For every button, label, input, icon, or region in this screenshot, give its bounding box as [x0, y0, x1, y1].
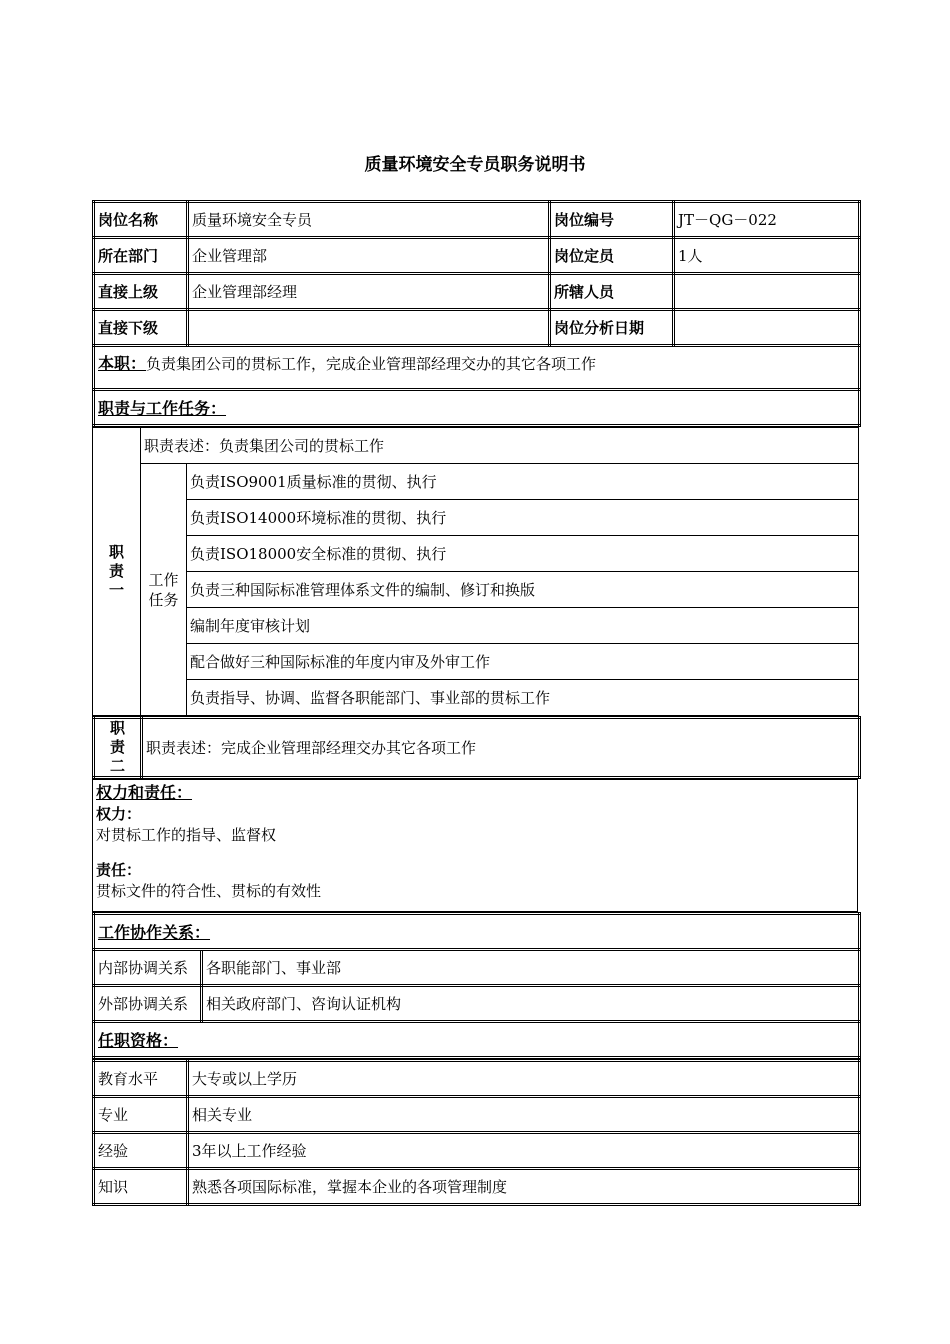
- authority-header: 权力和责任：: [96, 783, 193, 802]
- mission-label: 本职：: [98, 354, 147, 373]
- qualification-value: 大专或以上学历: [188, 1061, 860, 1097]
- task-item: 编制年度审核计划: [187, 608, 859, 644]
- job-description-form: [92, 200, 858, 1206]
- task-item: 配合做好三种国际标准的年度内审及外审工作: [187, 644, 859, 680]
- internal-label: 内部协调关系: [94, 950, 202, 986]
- post-name-value: 质量环境安全专员: [188, 202, 550, 238]
- resp-label: 责任：: [96, 861, 142, 879]
- subordinate-staff-label: 所辖人员: [550, 274, 674, 310]
- dept-label: 所在部门: [94, 238, 188, 274]
- duty-two-label: [94, 718, 142, 778]
- staff-label: 岗位定员: [550, 238, 674, 274]
- dept-value: 企业管理部: [188, 238, 550, 274]
- task-item: 负责ISO18000安全标准的贯彻、执行: [187, 536, 859, 572]
- relations-header: 工作协作关系：: [98, 923, 211, 942]
- duty-one-label: [93, 428, 141, 716]
- post-name-label: 岗位名称: [94, 202, 188, 238]
- duty-two-label-text: 职责二: [110, 719, 126, 775]
- mission-cell: [94, 346, 860, 390]
- subordinate-label: 直接下级: [94, 310, 188, 346]
- subordinate-staff-value: [674, 274, 860, 310]
- duties-header-cell: [94, 390, 860, 426]
- task-item: 负责ISO14000环境标准的贯彻、执行: [187, 500, 859, 536]
- qualification-label: 专业: [94, 1097, 188, 1133]
- task-item: 负责三种国际标准管理体系文件的编制、修订和换版: [187, 572, 859, 608]
- qualifications-header: 任职资格：: [98, 1031, 179, 1050]
- subordinate-value: [188, 310, 550, 346]
- analysis-date-label: 岗位分析日期: [550, 310, 674, 346]
- duties-header: 职责与工作任务：: [98, 399, 227, 418]
- staff-value: 1人: [674, 238, 860, 274]
- internal-value: 各职能部门、事业部: [202, 950, 860, 986]
- qualifications-table: [92, 1059, 861, 1206]
- qualification-value: 相关专业: [188, 1097, 860, 1133]
- post-code-label: 岗位编号: [550, 202, 674, 238]
- power-text: 对贯标工作的指导、监督权: [96, 826, 277, 844]
- qualification-value: 3年以上工作经验: [188, 1133, 860, 1169]
- qualification-value: 熟悉各项国际标准，掌握本企业的各项管理制度: [188, 1169, 860, 1205]
- task-item: 负责ISO9001质量标准的贯彻、执行: [187, 464, 859, 500]
- relations-header-cell: [94, 914, 860, 950]
- qualification-label: 经验: [94, 1133, 188, 1169]
- duty-one-table: [92, 427, 859, 716]
- qualifications-header-cell: [94, 1022, 860, 1058]
- relations-table: [92, 912, 861, 1059]
- superior-label: 直接上级: [94, 274, 188, 310]
- external-value: 相关政府部门、咨询认证机构: [202, 986, 860, 1022]
- duty-one-desc: 职责表述：负责集团公司的贯标工作: [141, 428, 859, 464]
- qualification-label: 知识: [94, 1169, 188, 1205]
- qualification-label: 教育水平: [94, 1061, 188, 1097]
- resp-text: 贯标文件的符合性、贯标的有效性: [96, 882, 322, 900]
- duty-two-table: [92, 716, 861, 779]
- power-label: 权力：: [96, 805, 142, 823]
- duty-two-desc: 职责表述：完成企业管理部经理交办其它各项工作: [142, 718, 860, 778]
- basic-info-table: [92, 200, 861, 427]
- post-code-value: JT－QG－022: [674, 202, 860, 238]
- authority-table: [92, 779, 858, 912]
- page-title: 质量环境安全专员职务说明书: [364, 155, 586, 175]
- duty-one-label-text: 职责一: [109, 543, 125, 599]
- task-label: [141, 464, 187, 716]
- task-label-text: 工作任务: [148, 570, 179, 609]
- task-item: 负责指导、协调、监督各职能部门、事业部的贯标工作: [187, 680, 859, 716]
- superior-value: 企业管理部经理: [188, 274, 550, 310]
- external-label: 外部协调关系: [94, 986, 202, 1022]
- analysis-date-value: [674, 310, 860, 346]
- authority-cell: [93, 780, 858, 912]
- mission-text: 负责集团公司的贯标工作，完成企业管理部经理交办的其它各项工作: [146, 355, 597, 373]
